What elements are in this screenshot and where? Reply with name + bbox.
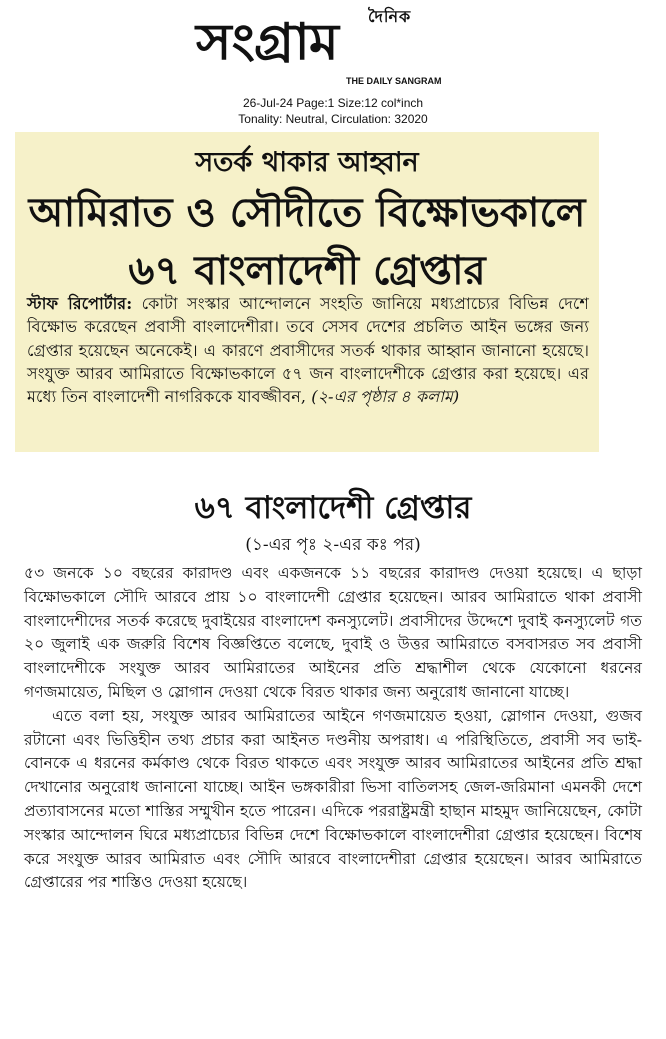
- lead-text: কোটা সংস্কার আন্দোলনে সংহতি জানিয়ে মধ্যপ্রাচ্যের বিভিন্ন দেশে বিক্ষোভ করেছেন প্রবাসী বাংলাদেশীরা। তবে সেসব দেশের প্রচলিত আইন ভঙ্গের জন্য গ্রেপ্তার হয়েছেন অনেকেই। এ কারণে প্রবাসীদের সতর্ক থাকার আহ্বান জানানো হয়েছে। সংযুক্ত আরব আমিরাতে বিক্ষোভকালে ৫৭ জন বাংলাদেশীকে গ্রেপ্তার করা হয়েছে। এর মধ্যে তিন বাংলাদেশী নাগরিককে যাবজ্জীবন,: [27, 294, 590, 407]
- clip-meta-line-2: Tonality: Neutral, Circulation: 32020: [238, 112, 428, 126]
- body-paragraph-2: এতে বলা হয়, সংযুক্ত আরব আমিরাতের আইনে গণজমায়েত হওয়া, স্লোগান দেওয়া, গুজব রটানো এবং ভিত্তিহীন তথ্য প্রচার করা আইনত দণ্ডনীয় অপরাধ। এ পরিস্থিতিতে, প্রবাসী সব ভাই-বোনকে এ ধরনের কর্মকাণ্ড থেকে বিরত থাকতে এবং সংযুক্ত আরব আমিরাতের আইনের প্রতি শ্রদ্ধা দেখানোর অনুরোধ জানানো যাচ্ছে। আইন ভঙ্গকারীরা ভিসা বাতিলসহ জেল-জরিমানা এমনকী দেশে প্রত্যাবাসনের মতো শাস্তির সম্মুখীন হতে পারেন। এদিকে পররাষ্ট্রমন্ত্রী হাছান মাহমুদ জানিয়েছেন, কোটা সংস্কার আন্দোলন ঘিরে মধ্যপ্রাচ্যের বিভিন্ন দেশে বিক্ষোভকালে বাংলাদেশীরা গ্রেপ্তার হয়েছেন। বিশেষ করে সংযুক্ত আরব আমিরাত এবং সৌদি আরবে বাংলাদেশীরা গ্রেপ্তার হয়েছেন। আরব আমিরাতে গ্রেপ্তারের পর শাস্তিও দেওয়া হয়েছে।: [24, 706, 642, 892]
- headline-line-1: আমিরাত ও সৌদীতে বিক্ষোভকালে: [28, 189, 586, 236]
- continuation-clipping: [18, 484, 648, 1014]
- masthead: [0, 0, 666, 130]
- newspaper-logo: সংগ্রাম: [196, 12, 338, 71]
- masthead-tagline: THE DAILY SANGRAM: [346, 76, 442, 86]
- body-paragraph-1: ৫৩ জনকে ১০ বছরের কারাদণ্ড এবং একজনকে ১১ বছরের কারাদণ্ড দেওয়া হয়েছে। এ ছাড়া বিক্ষোভকালে সৌদি আরবে প্রায় ১০ বাংলাদেশী গ্রেপ্তার হয়েছেন। আরব আমিরাতে থাকা প্রবাসী বাংলাদেশীদের সতর্ক করেছে দুবাইয়ের বাংলাদেশ কনস্যুলেট। প্রবাসীদের উদ্দেশে দুবাই কনস্যুলেট গত ২০ জুলাই এক জরুরি বিশেষ বিজ্ঞপ্তিতে বলেছে, দুবাই ও উত্তর আমিরাতে বসবাসরত সব প্রবাসী বাংলাদেশীকে সংযুক্ত আরব আমিরাতের আইনের প্রতি শ্রদ্ধাশীল থেকে যেকোনো ধরনের গণজমায়েত, মিছিল ও স্লোগান দেওয়া থেকে বিরত থাকার জন্য অনুরোধ জানানো যাচ্ছে।: [24, 564, 642, 701]
- continued-note: (২-এর পৃষ্ঠার ৪ কলাম): [311, 387, 460, 407]
- lead-paragraph: [27, 292, 589, 408]
- continuation-headline: ৬৭ বাংলাদেশী গ্রেপ্তার: [194, 490, 472, 526]
- headline-line-2: ৬৭ বাংলাদেশী গ্রেপ্তার: [128, 247, 486, 294]
- masthead-top-word: দৈনিক: [368, 7, 412, 26]
- byline: স্টাফ রিপোর্টার:: [27, 294, 133, 313]
- article-body: [24, 562, 642, 895]
- front-page-clipping: [15, 132, 599, 452]
- article-kicker: সতর্ক থাকার আহ্বান: [195, 147, 419, 178]
- article-headline: [15, 184, 599, 300]
- clip-meta-line: 26-Jul-24 Page:1 Size:12 col*inch: [242, 96, 424, 110]
- jump-line: (১-এর পৃঃ ২-এর কঃ পর): [245, 535, 421, 555]
